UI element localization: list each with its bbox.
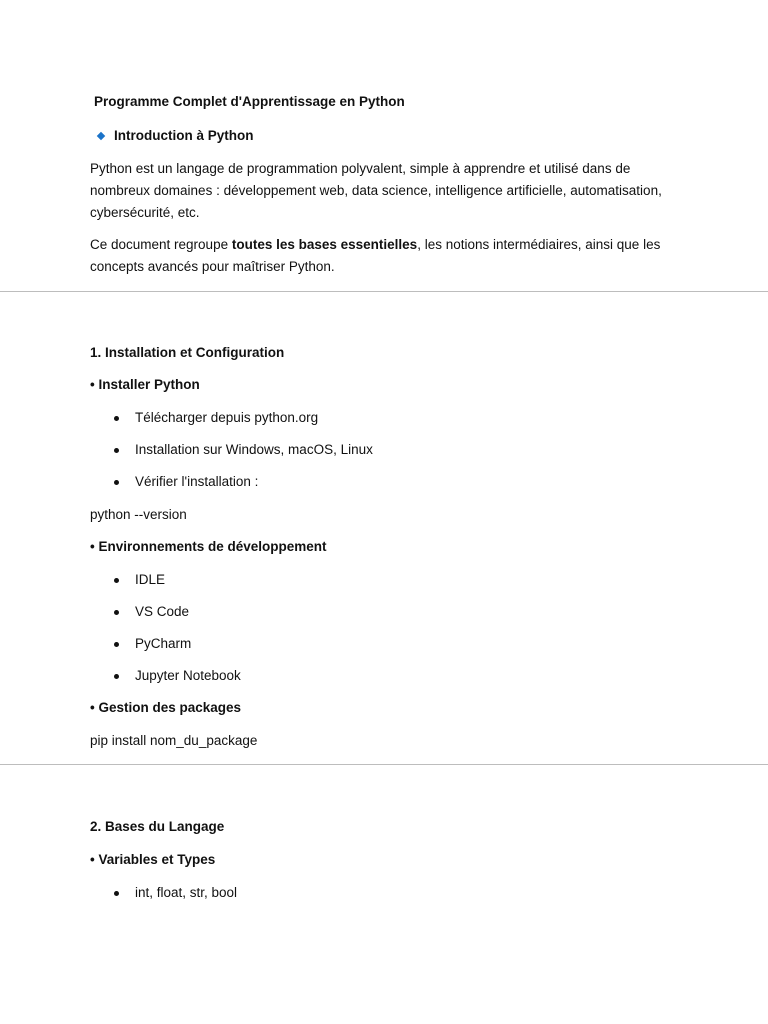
section-divider: [0, 764, 768, 765]
packages-heading: • Gestion des packages: [90, 700, 242, 715]
variables-heading: • Variables et Types: [90, 852, 216, 867]
intro-p2-bold: toutes les bases essentielles: [231, 237, 418, 252]
document-title: Programme Complet d'Apprentissage en Python: [94, 94, 405, 109]
intro-p2-before: Ce document regroupe: [90, 237, 232, 252]
bullet-icon: [114, 610, 119, 615]
intro-paragraph-1: Python est un langage de programmation polyvalent, simple à apprendre et utilisé dans de nombreux domaines : développement web, data science, intelligence artificielle, automatisation, cybersécurité, etc.: [90, 161, 662, 220]
section1-heading: 1. Installation et Configuration: [90, 345, 285, 360]
list-item: int, float, str, bool: [135, 885, 238, 900]
list-item: Télécharger depuis python.org: [135, 410, 319, 425]
version-command: python --version: [90, 507, 187, 522]
intro-heading: Introduction à Python: [114, 128, 254, 143]
bullet-icon: [114, 416, 119, 421]
bullet-icon: [114, 674, 119, 679]
intro-paragraph-2: [90, 234, 690, 278]
diamond-bullet-icon: [97, 132, 105, 140]
section2-heading: 2. Bases du Langage: [90, 819, 225, 834]
list-item: Vérifier l'installation :: [135, 474, 259, 489]
list-item: Jupyter Notebook: [135, 668, 241, 683]
list-item: Installation sur Windows, macOS, Linux: [135, 442, 373, 457]
pip-command: pip install nom_du_package: [90, 733, 258, 748]
section-divider: [0, 291, 768, 292]
env-heading: • Environnements de développement: [90, 539, 327, 554]
bullet-icon: [114, 642, 119, 647]
bullet-icon: [114, 578, 119, 583]
intro-p2-after: , les notions intermédiaires, ainsi que les concepts avancés pour maîtriser Python.: [90, 237, 661, 274]
bullet-icon: [114, 448, 119, 453]
list-item: IDLE: [135, 572, 166, 587]
bullet-icon: [114, 891, 119, 896]
list-item: PyCharm: [135, 636, 192, 651]
list-item: VS Code: [135, 604, 190, 619]
bullet-icon: [114, 480, 119, 485]
install-heading: • Installer Python: [90, 377, 200, 392]
